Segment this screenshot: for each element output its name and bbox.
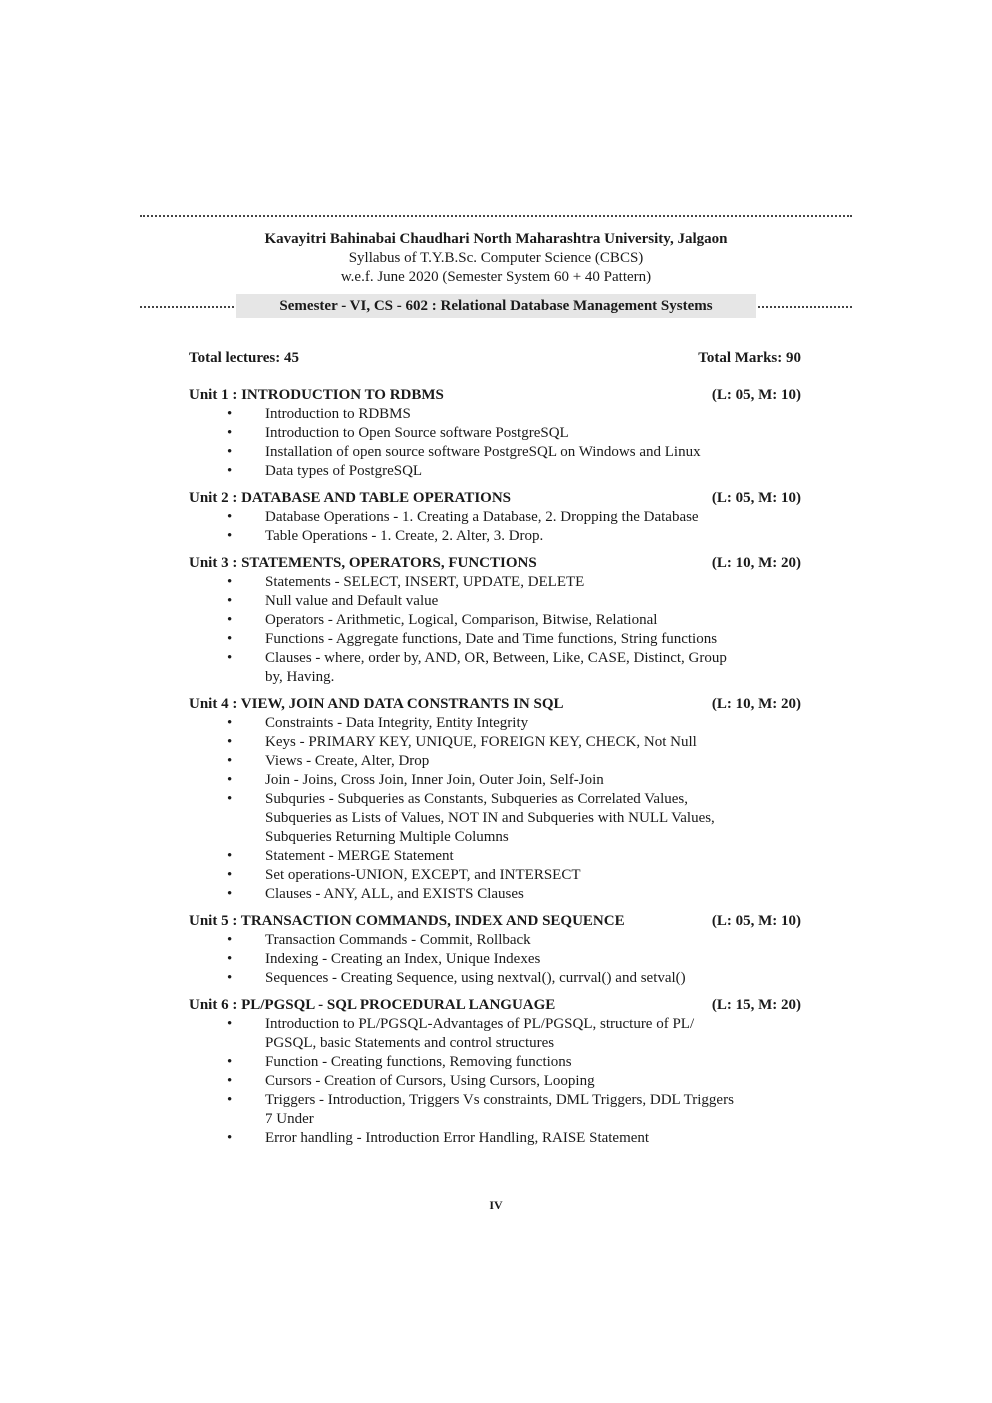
topic-text: Statements - SELECT, INSERT, UPDATE, DELETE bbox=[265, 574, 585, 590]
bullet-icon: • bbox=[227, 1130, 233, 1146]
topic-item bbox=[189, 847, 745, 866]
topic-text: Introduction to RDBMS bbox=[265, 406, 411, 422]
right-dotted-rule bbox=[758, 306, 852, 308]
topic-item bbox=[189, 443, 745, 462]
bullet-icon: • bbox=[227, 650, 233, 666]
unit-title: Unit 5 : TRANSACTION COMMANDS, INDEX AND SEQUENCE bbox=[189, 913, 625, 929]
topic-item bbox=[189, 752, 745, 771]
bullet-icon: • bbox=[227, 509, 233, 525]
bullet-icon: • bbox=[227, 1054, 233, 1070]
topic-item bbox=[189, 405, 745, 424]
bullet-icon: • bbox=[227, 1073, 233, 1089]
total-marks: Total Marks: 90 bbox=[698, 350, 801, 366]
bullet-icon: • bbox=[227, 753, 233, 769]
bullet-icon: • bbox=[227, 593, 233, 609]
bullet-icon: • bbox=[227, 932, 233, 948]
topic-item bbox=[189, 950, 745, 969]
topic-text: Installation of open source software PostgreSQL on Windows and Linux bbox=[265, 444, 701, 460]
topic-text: Clauses - ANY, ALL, and EXISTS Clauses bbox=[265, 886, 524, 902]
topic-text: Views - Create, Alter, Drop bbox=[265, 753, 430, 769]
bullet-icon: • bbox=[227, 444, 233, 460]
unit-block bbox=[189, 489, 801, 546]
topic-item bbox=[189, 771, 745, 790]
bullet-icon: • bbox=[227, 425, 233, 441]
university-name: Kavayitri Bahinabai Chaudhari North Maharashtra University, Jalgaon bbox=[264, 231, 728, 247]
topic-list bbox=[189, 573, 801, 687]
topic-list bbox=[189, 1015, 801, 1148]
topic-item bbox=[189, 885, 745, 904]
bullet-icon: • bbox=[227, 463, 233, 479]
topic-item bbox=[189, 1053, 745, 1072]
topic-list bbox=[189, 405, 801, 481]
topic-text: Function - Creating functions, Removing functions bbox=[265, 1054, 572, 1070]
unit-heading bbox=[189, 996, 801, 1015]
unit-heading bbox=[189, 912, 801, 931]
topic-item bbox=[189, 527, 745, 546]
topic-item bbox=[189, 592, 745, 611]
topic-text: Null value and Default value bbox=[265, 593, 439, 609]
topic-text: Introduction to PL/PGSQL-Advantages of PL/PGSQL, structure of PL/ PGSQL, basic Statements and control structures bbox=[265, 1016, 695, 1051]
topic-text: Subquries - Subqueries as Constants, Subqueries as Correlated Values, Subqueries as Lists of Values, NOT IN and Subqueries with NULL Values, Subqueries Returning Multiple Columns bbox=[265, 791, 715, 845]
semester-title: Semester - VI, CS - 602 : Relational Database Management Systems bbox=[236, 294, 756, 318]
topic-list bbox=[189, 931, 801, 988]
unit-marks: (L: 10, M: 20) bbox=[711, 555, 801, 571]
topic-list bbox=[189, 714, 801, 904]
topic-item bbox=[189, 573, 745, 592]
course-summary bbox=[189, 349, 801, 368]
topic-text: Transaction Commands - Commit, Rollback bbox=[265, 932, 531, 948]
unit-marks: (L: 05, M: 10) bbox=[711, 387, 801, 403]
topic-text: Clauses - where, order by, AND, OR, Between, Like, CASE, Distinct, Group by, Having. bbox=[265, 650, 727, 685]
unit-title: Unit 1 : INTRODUCTION TO RDBMS bbox=[189, 387, 444, 403]
bullet-icon: • bbox=[227, 772, 233, 788]
unit-marks: (L: 05, M: 10) bbox=[711, 490, 801, 506]
topic-item bbox=[189, 1091, 745, 1129]
topic-text: Set operations-UNION, EXCEPT, and INTERSECT bbox=[265, 867, 581, 883]
bullet-icon: • bbox=[227, 406, 233, 422]
topic-text: Indexing - Creating an Index, Unique Indexes bbox=[265, 951, 541, 967]
unit-title: Unit 2 : DATABASE AND TABLE OPERATIONS bbox=[189, 490, 512, 506]
topic-item bbox=[189, 733, 745, 752]
bullet-icon: • bbox=[227, 715, 233, 731]
topic-text: Functions - Aggregate functions, Date and Time functions, String functions bbox=[265, 631, 718, 647]
bullet-icon: • bbox=[227, 631, 233, 647]
top-dotted-rule bbox=[140, 215, 852, 217]
topic-text: Triggers - Introduction, Triggers Vs constraints, DML Triggers, DDL Triggers 7 Under bbox=[265, 1092, 734, 1127]
unit-marks: (L: 15, M: 20) bbox=[711, 997, 801, 1013]
topic-item bbox=[189, 508, 745, 527]
unit-marks: (L: 10, M: 20) bbox=[711, 696, 801, 712]
unit-block bbox=[189, 695, 801, 904]
topic-text: Data types of PostgreSQL bbox=[265, 463, 423, 479]
bullet-icon: • bbox=[227, 951, 233, 967]
bullet-icon: • bbox=[227, 1092, 233, 1108]
topic-item bbox=[189, 649, 745, 687]
bullet-icon: • bbox=[227, 574, 233, 590]
topic-item bbox=[189, 790, 745, 847]
bullet-icon: • bbox=[227, 791, 233, 807]
bullet-icon: • bbox=[227, 528, 233, 544]
syllabus-title: Syllabus of T.Y.B.Sc. Computer Science (CBCS) bbox=[348, 250, 644, 266]
topic-text: Statement - MERGE Statement bbox=[265, 848, 454, 864]
bullet-icon: • bbox=[227, 970, 233, 986]
topic-text: Database Operations - 1. Creating a Database, 2. Dropping the Database bbox=[265, 509, 699, 525]
page-number: IV bbox=[489, 1198, 503, 1212]
topic-item bbox=[189, 1015, 745, 1053]
topic-item bbox=[189, 611, 745, 630]
topic-item bbox=[189, 630, 745, 649]
topic-text: Operators - Arithmetic, Logical, Comparison, Bitwise, Relational bbox=[265, 612, 658, 628]
topic-item bbox=[189, 1072, 745, 1091]
topic-item bbox=[189, 714, 745, 733]
document-header bbox=[140, 230, 852, 287]
bullet-icon: • bbox=[227, 848, 233, 864]
topic-item bbox=[189, 462, 745, 481]
unit-title: Unit 6 : PL/PGSQL - SQL PROCEDURAL LANGUAGE bbox=[189, 997, 556, 1013]
unit-block bbox=[189, 386, 801, 481]
total-lectures: Total lectures: 45 bbox=[189, 350, 299, 366]
topic-item bbox=[189, 969, 745, 988]
pattern-line: w.e.f. June 2020 (Semester System 60 + 40 Pattern) bbox=[340, 269, 652, 285]
bullet-icon: • bbox=[227, 612, 233, 628]
topic-list bbox=[189, 508, 801, 546]
unit-heading bbox=[189, 386, 801, 405]
topic-text: Sequences - Creating Sequence, using nextval(), currval() and setval() bbox=[265, 970, 686, 986]
unit-heading bbox=[189, 489, 801, 508]
bullet-icon: • bbox=[227, 734, 233, 750]
unit-block bbox=[189, 554, 801, 687]
topic-item bbox=[189, 1129, 745, 1148]
unit-marks: (L: 05, M: 10) bbox=[711, 913, 801, 929]
topic-text: Table Operations - 1. Create, 2. Alter, 3. Drop. bbox=[265, 528, 544, 544]
unit-title: Unit 3 : STATEMENTS, OPERATORS, FUNCTIONS bbox=[189, 555, 537, 571]
topic-text: Keys - PRIMARY KEY, UNIQUE, FOREIGN KEY, CHECK, Not Null bbox=[265, 734, 697, 750]
unit-block bbox=[189, 912, 801, 988]
topic-text: Cursors - Creation of Cursors, Using Cursors, Looping bbox=[265, 1073, 595, 1089]
topic-item bbox=[189, 866, 745, 885]
bullet-icon: • bbox=[227, 867, 233, 883]
unit-block bbox=[189, 996, 801, 1148]
unit-heading bbox=[189, 695, 801, 714]
unit-heading bbox=[189, 554, 801, 573]
topic-item bbox=[189, 424, 745, 443]
left-dotted-rule bbox=[140, 306, 234, 308]
topic-text: Error handling - Introduction Error Handling, RAISE Statement bbox=[265, 1130, 650, 1146]
bullet-icon: • bbox=[227, 886, 233, 902]
topic-item bbox=[189, 931, 745, 950]
topic-text: Introduction to Open Source software PostgreSQL bbox=[265, 425, 569, 441]
topic-text: Constraints - Data Integrity, Entity Integrity bbox=[265, 715, 529, 731]
units-list bbox=[189, 386, 801, 1156]
unit-title: Unit 4 : VIEW, JOIN AND DATA CONSTRANTS IN SQL bbox=[189, 696, 564, 712]
bullet-icon: • bbox=[227, 1016, 233, 1032]
topic-text: Join - Joins, Cross Join, Inner Join, Outer Join, Self-Join bbox=[265, 772, 604, 788]
